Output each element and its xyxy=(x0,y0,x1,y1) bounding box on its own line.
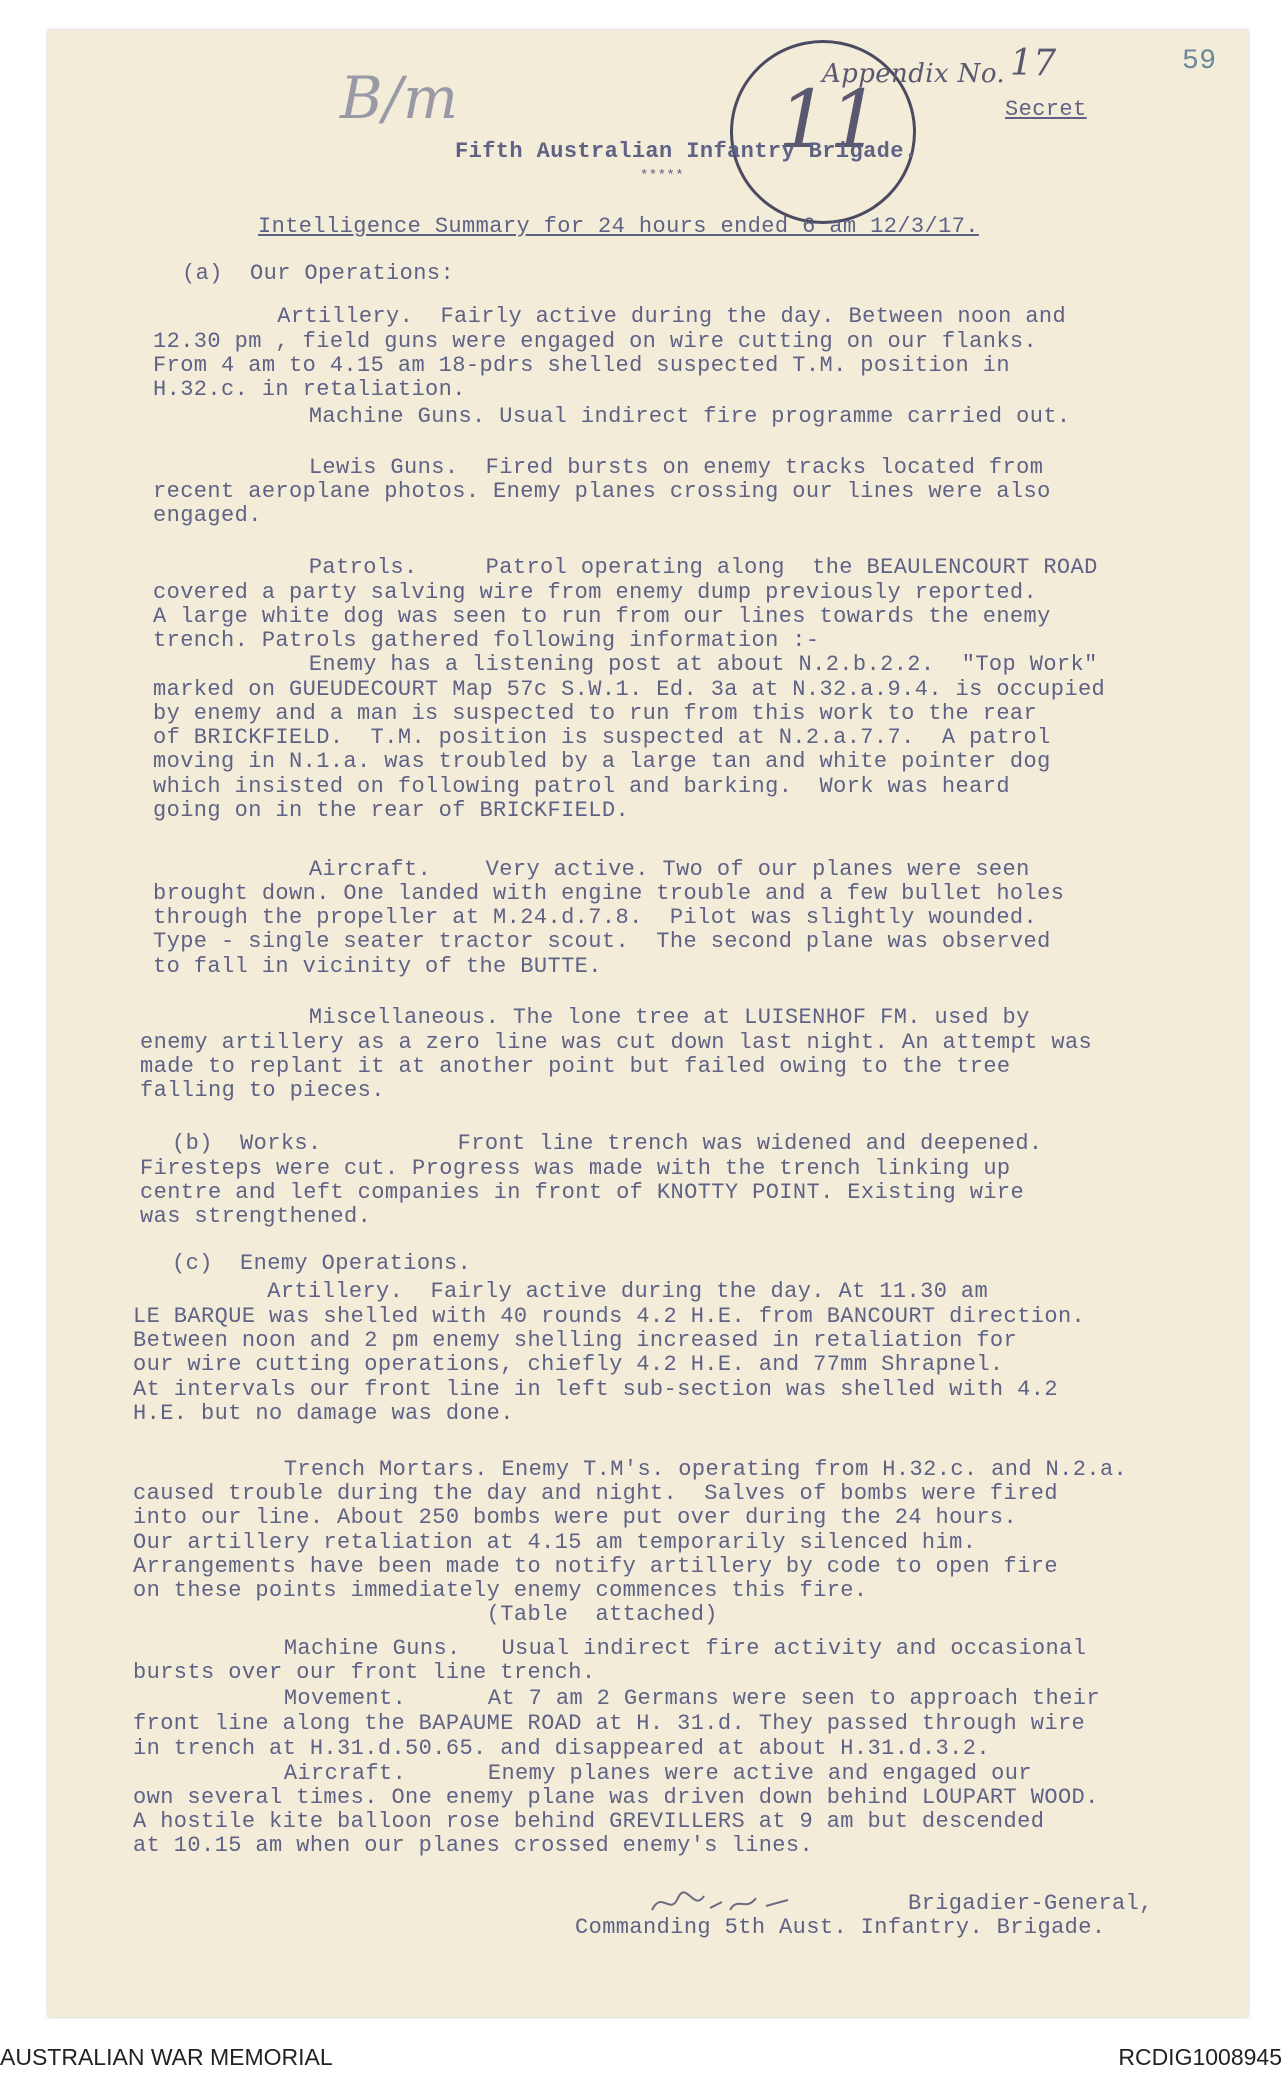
initials: B/m xyxy=(340,64,459,132)
text-line: trench. Patrols gathered following information :- xyxy=(153,628,820,653)
footer-source: AUSTRALIAN WAR MEMORIAL xyxy=(0,2044,333,2070)
signatory-rank: Brigadier-General, xyxy=(908,1891,1153,1916)
text-line: brought down. One landed with engine trouble and a few bullet holes xyxy=(153,881,1065,906)
text-line: to fall in vicinity of the BUTTE. xyxy=(153,954,602,979)
subtitle: Intelligence Summary for 24 hours ended 6 am 12/3/17. xyxy=(258,214,979,239)
secret-label: Secret xyxy=(1005,97,1087,122)
text-line: enemy artillery as a zero line was cut down last night. An attempt was xyxy=(140,1030,1093,1055)
text-line: into our line. About 250 bombs were put over during the 24 hours. xyxy=(133,1505,1018,1530)
text-line: From 4 am to 4.15 am 18-pdrs shelled suspected T.M. position in xyxy=(153,353,1010,378)
page-title: Fifth Australian Infantry Brigade. xyxy=(455,139,918,164)
text-line: covered a party salving wire from enemy dump previously reported. xyxy=(153,580,1038,605)
text-line: centre and left companies in front of KNOTTY POINT. Existing wire xyxy=(140,1180,1025,1205)
text-line: Type - single seater tractor scout. The second plane was observed xyxy=(153,929,1051,954)
text-line: own several times. One enemy plane was driven down behind LOUPART WOOD. xyxy=(133,1785,1099,1810)
text-line: Arrangements have been made to notify artillery by code to open fire xyxy=(133,1554,1058,1579)
text-line: Lewis Guns. Fired bursts on enemy tracks located from xyxy=(200,455,1044,480)
text-line: made to replant it at another point but failed owing to the tree xyxy=(140,1054,1011,1079)
text-line: Firesteps were cut. Progress was made with the trench linking up xyxy=(140,1156,1011,1181)
text-line: (b) Works. Front line trench was widened and deepened. xyxy=(172,1131,1043,1156)
text-line: falling to pieces. xyxy=(140,1078,385,1103)
text-line: At intervals our front line in left sub-section was shelled with 4.2 xyxy=(133,1377,1058,1402)
signatory-command: Commanding 5th Aust. Infantry. Brigade. xyxy=(575,1915,1106,1940)
text-line: in trench at H.31.d.50.65. and disappeared at about H.31.d.3.2. xyxy=(133,1736,990,1761)
text-line: on these points immediately enemy commences this fire. xyxy=(133,1578,868,1603)
text-line: Artillery. Fairly active during the day. Between noon and xyxy=(182,304,1067,329)
text-line: through the propeller at M.24.d.7.8. Pilot was slightly wounded. xyxy=(153,905,1038,930)
page-number: 59 xyxy=(1182,46,1217,77)
text-line: Movement. At 7 am 2 Germans were seen to approach their xyxy=(175,1686,1100,1711)
text-line: Aircraft. Enemy planes were active and engaged our xyxy=(175,1761,1032,1786)
text-line: our wire cutting operations, chiefly 4.2 H.E. and 77mm Shrapnel. xyxy=(133,1352,1004,1377)
text-line: of BRICKFIELD. T.M. position is suspected at N.2.a.7.7. A patrol xyxy=(153,725,1051,750)
text-line: A large white dog was seen to run from our lines towards the enemy xyxy=(153,604,1051,629)
text-line: caused trouble during the day and night. Salves of bombs were fired xyxy=(133,1481,1058,1506)
text-line: moving in N.1.a. was troubled by a large tan and white pointer dog xyxy=(153,749,1051,774)
text-line: by enemy and a man is suspected to run from this work to the rear xyxy=(153,701,1038,726)
text-line: 12.30 pm , field guns were engaged on wire cutting on our flanks. xyxy=(153,329,1038,354)
text-line: (a) Our Operations: xyxy=(182,261,455,286)
appendix-label: Appendix No. xyxy=(822,59,1006,89)
text-line: marked on GUEUDECOURT Map 57c S.W.1. Ed. 3a at N.32.a.9.4. is occupied xyxy=(153,677,1106,702)
text-line: at 10.15 am when our planes crossed enemy's lines. xyxy=(133,1833,814,1858)
footer-reference: RCDIG1008945 xyxy=(1118,2044,1282,2070)
text-line: Between noon and 2 pm enemy shelling increased in retaliation for xyxy=(133,1328,1018,1353)
handwritten-signature xyxy=(648,1888,798,1916)
text-line: H.E. but no damage was done. xyxy=(133,1401,514,1426)
text-line: going on in the rear of BRICKFIELD. xyxy=(153,798,630,823)
text-line: LE BARQUE was shelled with 40 rounds 4.2 H.E. from BANCOURT direction. xyxy=(133,1304,1086,1329)
appendix-number: 17 xyxy=(1010,43,1057,84)
text-line: bursts over our front line trench. xyxy=(133,1660,596,1685)
text-line: Our artillery retaliation at 4.15 am temporarily silenced him. xyxy=(133,1530,977,1555)
text-line: Machine Guns. Usual indirect fire activity and occasional xyxy=(175,1636,1087,1661)
title-stars: ***** xyxy=(640,168,685,184)
text-line: Enemy has a listening post at about N.2.b.2.2. "Top Work" xyxy=(200,652,1098,677)
text-line: Trench Mortars. Enemy T.M's. operating from H.32.c. and N.2.a. xyxy=(175,1457,1128,1482)
text-line: Aircraft. Very active. Two of our planes were seen xyxy=(200,857,1030,882)
text-line: front line along the BAPAUME ROAD at H. 31.d. They passed through wire xyxy=(133,1711,1086,1736)
text-line: which insisted on following patrol and barking. Work was heard xyxy=(153,774,1010,799)
text-line: Machine Guns. Usual indirect fire programme carried out. xyxy=(200,404,1071,429)
text-line: (Table attached) xyxy=(133,1602,718,1627)
text-line: was strengthened. xyxy=(140,1204,372,1229)
text-line: recent aeroplane photos. Enemy planes crossing our lines were also xyxy=(153,479,1051,504)
text-line: Artillery. Fairly active during the day. At 11.30 am xyxy=(172,1279,989,1304)
text-line: Miscellaneous. The lone tree at LUISENHOF FM. used by xyxy=(200,1005,1030,1030)
text-line: H.32.c. in retaliation. xyxy=(153,377,466,402)
text-line: Patrols. Patrol operating along the BEAULENCOURT ROAD xyxy=(200,555,1098,580)
circled-number: 11 xyxy=(778,73,881,166)
text-line: engaged. xyxy=(153,503,262,528)
text-line: A hostile kite balloon rose behind GREVILLERS at 9 am but descended xyxy=(133,1809,1045,1834)
text-line: (c) Enemy Operations. xyxy=(172,1251,472,1276)
